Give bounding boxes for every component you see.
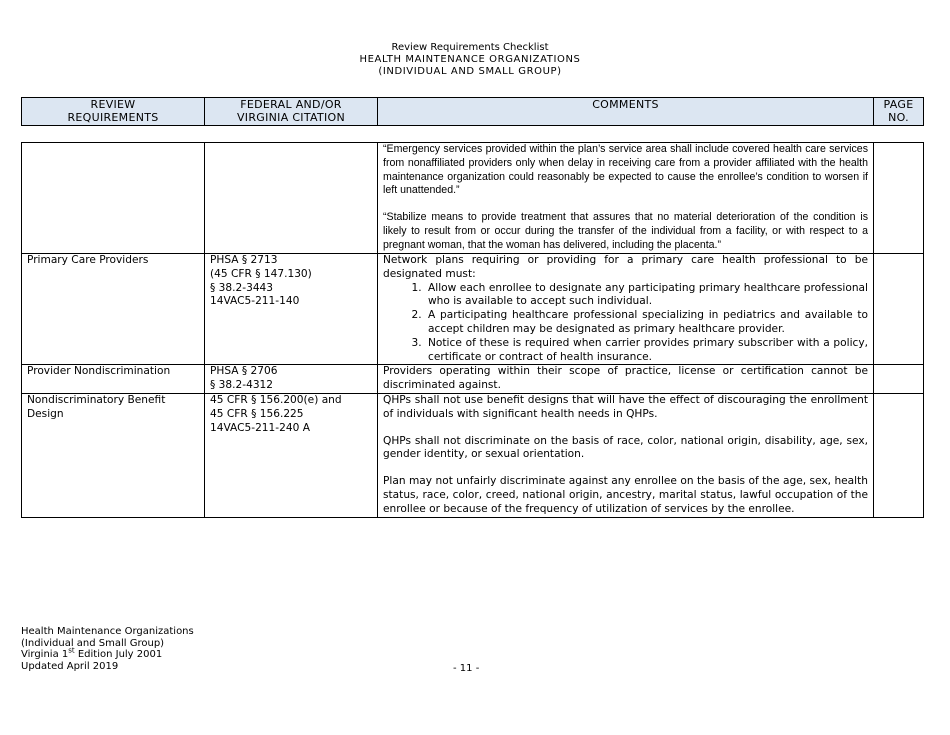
page-cell xyxy=(874,365,924,394)
header-review-line1: REVIEW xyxy=(90,98,136,111)
citation-line: 45 CFR § 156.225 xyxy=(210,407,304,420)
comment-paragraph: “Stabilize means to provide treatment that assures that no material deterioration of the condition is likely to result from or occur during the transfer of the individual from a facility, or with respect to a pregnant woman, that the woman has delivered, including the placenta.” xyxy=(383,211,868,251)
comment-cell xyxy=(378,254,874,365)
footer-line-4: Updated April 2019 xyxy=(21,660,119,672)
table-row xyxy=(22,254,924,365)
comment-paragraph: QHPs shall not discriminate on the basis of race, color, national origin, disability, age, sex, gender identity, or sexual orientation. xyxy=(383,434,868,461)
comment-paragraph: QHPs shall not use benefit designs that will have the effect of discouraging the enrollment of individuals with significant health needs in QHPs. xyxy=(383,393,868,420)
table-row xyxy=(22,143,924,254)
title-line-3: (INDIVIDUAL AND SMALL GROUP) xyxy=(378,66,562,77)
footer-line-3 xyxy=(21,646,194,661)
comment-cell xyxy=(378,143,874,254)
header-review-requirements xyxy=(22,98,205,126)
requirement-cell: Primary Care Providers xyxy=(22,254,205,365)
comment-cell xyxy=(378,365,874,394)
title-line-2: HEALTH MAINTENANCE ORGANIZATIONS xyxy=(359,54,581,65)
citation-line: 14VAC5-211-240 A xyxy=(210,421,310,434)
header-comments-label: COMMENTS xyxy=(592,98,659,111)
comment-paragraph: “Emergency services provided within the plan’s service area shall include covered health care services from nonaffiliated providers only when delay in receiving care from a provider affiliated with the health maintenance organization could reasonably be expected to cause the enrollee’s condition to worsen if left unattended.” xyxy=(383,143,868,197)
column-header-table xyxy=(21,97,924,126)
list-item: 3. Notice of these is required when carrier provides primary subscriber with a policy, certificate or contract of health insurance. xyxy=(425,337,868,365)
header-citation-line1: FEDERAL AND/OR xyxy=(240,98,342,111)
citation-line: (45 CFR § 147.130) xyxy=(210,267,312,280)
requirement-cell: Nondiscriminatory Benefit Design xyxy=(22,393,205,517)
title-line-1: Review Requirements Checklist xyxy=(391,42,549,53)
citation-line: § 38.2-3443 xyxy=(210,281,274,294)
footer-edition-prefix: Virginia 1 xyxy=(21,649,69,660)
page-cell xyxy=(874,143,924,254)
citation-cell xyxy=(205,365,378,394)
table-row xyxy=(22,365,924,394)
comment-list xyxy=(383,282,868,365)
header-page-no xyxy=(874,98,924,126)
requirements-table xyxy=(21,142,924,518)
page-cell xyxy=(874,254,924,365)
list-item: 1. Allow each enrollee to designate any participating primary healthcare professional who is available to accept such individual. xyxy=(425,282,868,310)
requirement-cell: Provider Nondiscrimination xyxy=(22,365,205,394)
comment-paragraph: Providers operating within their scope of practice, license or certification cannot be discriminated against. xyxy=(383,365,868,392)
footer-line-2: (Individual and Small Group) xyxy=(21,637,165,649)
citation-line: PHSA § 2713 xyxy=(210,254,278,266)
comment-cell xyxy=(378,393,874,517)
table-row xyxy=(22,393,924,517)
column-header-row xyxy=(22,98,924,126)
header-comments xyxy=(378,98,874,126)
citation-cell xyxy=(205,393,378,517)
header-review-line2: REQUIREMENTS xyxy=(67,111,159,124)
citation-line: 14VAC5-211-140 xyxy=(210,295,300,308)
list-item: 2. A participating healthcare professional specializing in pediatrics and available to accept children may be designated as primary healthcare provider. xyxy=(425,309,868,337)
footer-edition-sup: st xyxy=(68,646,75,655)
header-page-line2: NO. xyxy=(888,111,909,124)
footer-edition-suffix: Edition July 2001 xyxy=(74,649,163,660)
header-page-line1: PAGE xyxy=(883,98,914,111)
header-citation xyxy=(205,98,378,126)
page-cell xyxy=(874,393,924,517)
comment-intro: Network plans requiring or providing for a primary care health professional to be designated must: xyxy=(383,254,868,280)
footer-line-1: Health Maintenance Organizations xyxy=(21,626,194,637)
comment-paragraph: Plan may not unfairly discriminate against any enrollee on the basis of the age, sex, health status, race, color, creed, national origin, ancestry, marital status, lawful occupation of the enrollee or because of the frequency of utilization of services by the enrollee. xyxy=(383,475,868,515)
document-footer xyxy=(21,626,194,672)
citation-cell xyxy=(205,254,378,365)
citation-line: 45 CFR § 156.200(e) and xyxy=(210,393,342,406)
citation-line: § 38.2-4312 xyxy=(210,379,274,392)
requirement-cell xyxy=(22,143,205,254)
document-title xyxy=(0,42,940,78)
page-number: - 11 - xyxy=(453,663,480,674)
header-citation-line2: VIRGINIA CITATION xyxy=(236,111,346,124)
citation-cell xyxy=(205,143,378,254)
citation-line: PHSA § 2706 xyxy=(210,365,278,378)
